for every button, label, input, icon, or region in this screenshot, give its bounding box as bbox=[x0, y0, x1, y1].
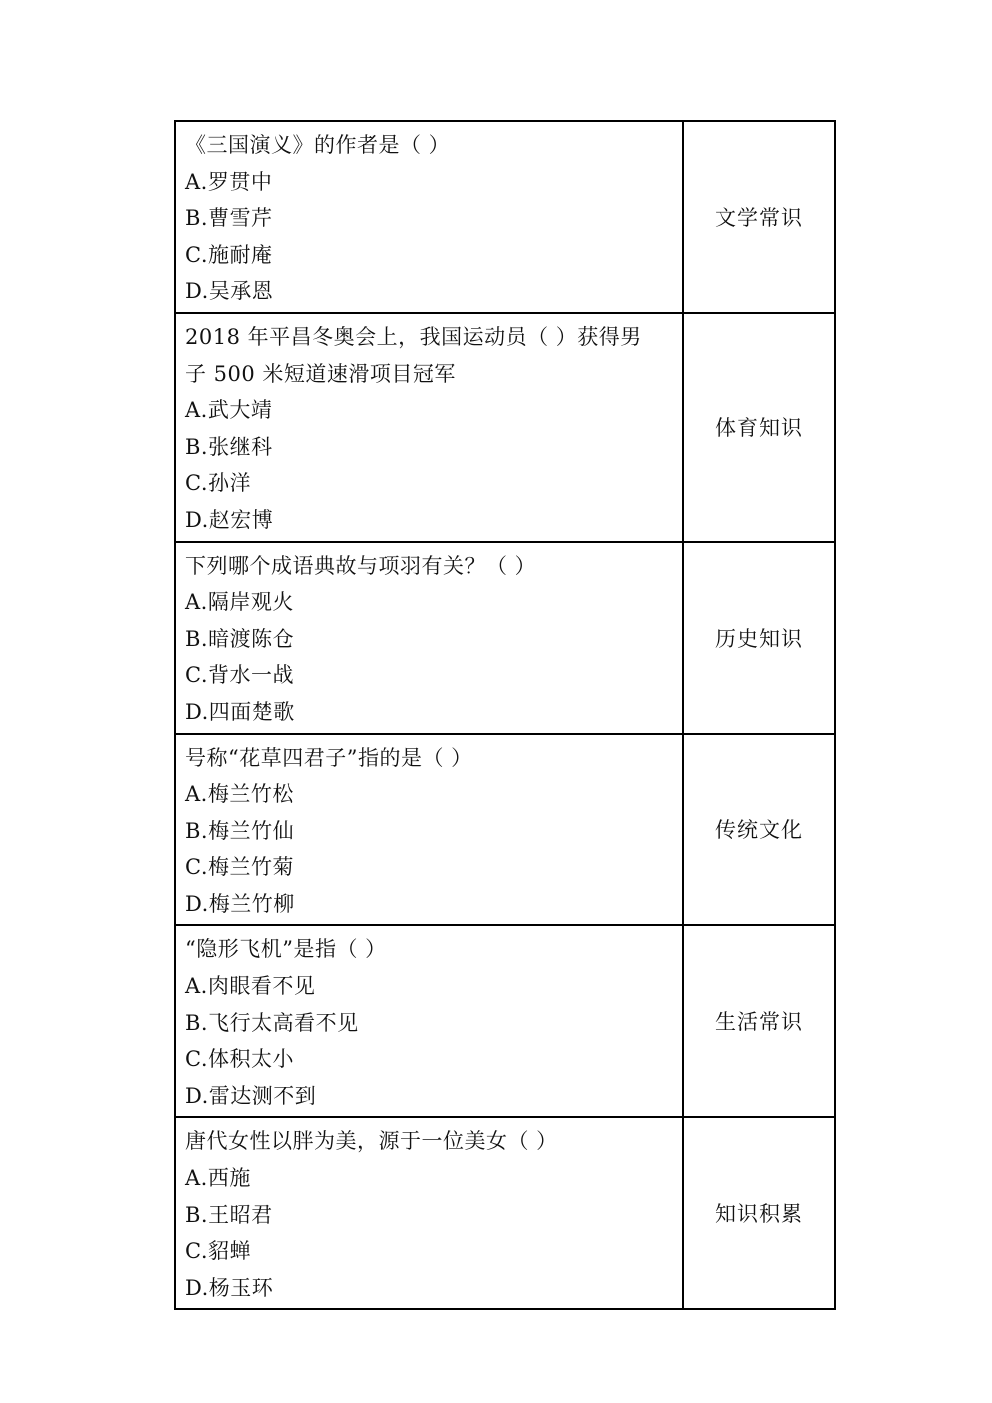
option-a: A.梅兰竹松 bbox=[185, 782, 294, 807]
table-row bbox=[175, 1117, 835, 1309]
option-c: C.梅兰竹菊 bbox=[185, 855, 294, 880]
option-c: C.背水一战 bbox=[185, 663, 294, 688]
question-cell bbox=[175, 925, 683, 1117]
question-cell bbox=[175, 542, 683, 734]
option-b: B.暗渡陈仓 bbox=[185, 626, 295, 651]
option-a: A.肉眼看不见 bbox=[185, 974, 316, 999]
option-d: D.杨玉环 bbox=[185, 1275, 274, 1300]
question-text: 2018 年平昌冬奥会上，我国运动员（ ）获得男 bbox=[185, 324, 642, 349]
option-d: D.赵宏博 bbox=[185, 507, 274, 532]
table-row bbox=[175, 121, 835, 313]
option-b: B.张继科 bbox=[185, 434, 273, 459]
option-d: D.雷达测不到 bbox=[185, 1083, 317, 1108]
option-a: A.武大靖 bbox=[185, 398, 273, 423]
option-d: D.梅兰竹柳 bbox=[185, 891, 295, 916]
category-cell: 文学常识 bbox=[683, 121, 835, 313]
option-b: B.飞行太高看不见 bbox=[185, 1010, 359, 1035]
option-d: D.四面楚歌 bbox=[185, 699, 295, 724]
question-cell bbox=[175, 121, 683, 313]
option-c: C.孙洋 bbox=[185, 471, 251, 496]
quiz-table-body bbox=[175, 121, 835, 1309]
option-b: B.曹雪芹 bbox=[185, 206, 273, 231]
table-row bbox=[175, 542, 835, 734]
option-d: D.吴承恩 bbox=[185, 279, 274, 304]
quiz-table bbox=[174, 120, 836, 1310]
question-cell bbox=[175, 734, 683, 926]
table-row bbox=[175, 925, 835, 1117]
question-text: 号称“花草四君子”指的是（ ） bbox=[185, 745, 473, 770]
option-c: C.体积太小 bbox=[185, 1047, 294, 1072]
category-cell: 历史知识 bbox=[683, 542, 835, 734]
option-c: C.施耐庵 bbox=[185, 242, 273, 267]
question-text: “隐形飞机”是指（ ） bbox=[185, 937, 387, 962]
question-cell bbox=[175, 1117, 683, 1309]
table-row bbox=[175, 734, 835, 926]
category-cell: 生活常识 bbox=[683, 925, 835, 1117]
category-cell: 传统文化 bbox=[683, 734, 835, 926]
option-b: B.梅兰竹仙 bbox=[185, 818, 295, 843]
category-cell: 体育知识 bbox=[683, 313, 835, 542]
table-row bbox=[175, 313, 835, 542]
question-text: 下列哪个成语典故与项羽有关？（ ） bbox=[185, 553, 537, 578]
option-a: A.罗贯中 bbox=[185, 169, 273, 194]
question-cell bbox=[175, 313, 683, 542]
option-b: B.王昭君 bbox=[185, 1202, 273, 1227]
category-cell: 知识积累 bbox=[683, 1117, 835, 1309]
question-text: 唐代女性以胖为美，源于一位美女（ ） bbox=[185, 1129, 558, 1154]
question-text-continued: 子 500 米短道速滑项目冠军 bbox=[185, 361, 456, 386]
option-a: A.西施 bbox=[185, 1166, 251, 1191]
option-c: C.貂蝉 bbox=[185, 1239, 251, 1264]
option-a: A.隔岸观火 bbox=[185, 590, 294, 615]
question-text: 《三国演义》的作者是（ ） bbox=[185, 133, 451, 157]
